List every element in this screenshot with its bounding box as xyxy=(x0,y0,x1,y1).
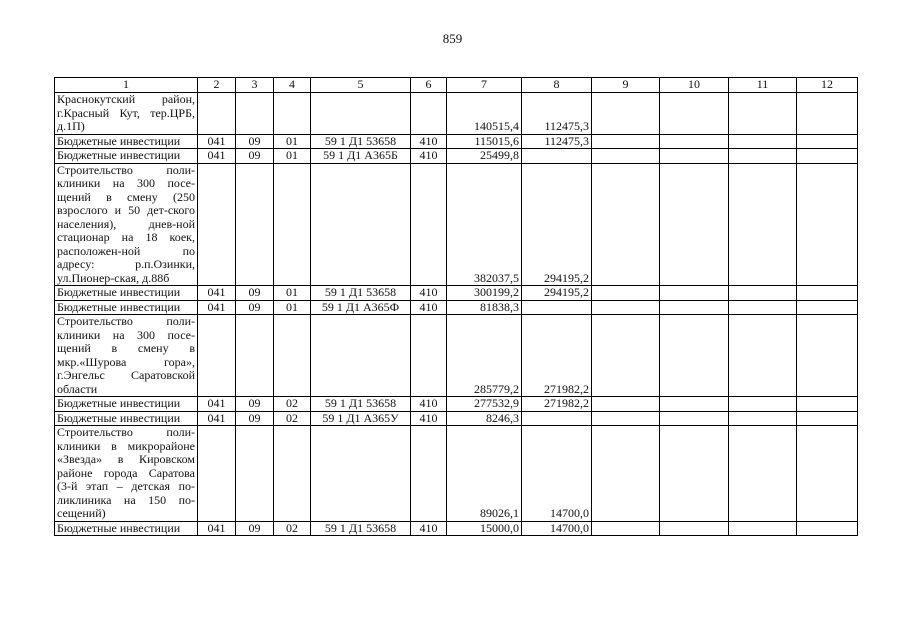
cell-expense-type xyxy=(411,315,447,397)
table-row-investment xyxy=(55,300,858,315)
table-header-row xyxy=(55,78,858,93)
cell-name: Строительство поли-​клиники в микрорайоне «Звезда» в Кировском районе города Саратова (3-​й этап – детская по-​ликлиника на 150 по-​сещений) xyxy=(55,426,198,522)
column-header: 11 xyxy=(729,78,797,93)
cell-col7-amount: 115015,6 xyxy=(447,134,522,149)
cell-subsection: 02 xyxy=(274,411,311,426)
cell-subsection: 02 xyxy=(274,397,311,412)
cell-target-code: 59 1 Д1 53658 xyxy=(311,134,411,149)
cell-subsection xyxy=(274,93,311,135)
table-row-object xyxy=(55,426,858,522)
cell-col8-amount: 271982,2 xyxy=(522,315,592,397)
cell-ministry: 041 xyxy=(198,286,236,301)
cell-target-code xyxy=(311,163,411,286)
cell-target-code: 59 1 Д1 А365Ф xyxy=(311,300,411,315)
cell-name: Строительство поли-​клиники на 300 посе-​щений в смену (250 взрослого и 50 дет-​ского населения), днев-​ной стационар на 18 коек, расположен-​ной по адресу: р.п.Озинки, ул.Пионер-​ская, д.88б xyxy=(55,163,198,286)
cell-col12 xyxy=(797,315,858,397)
table-row-investment xyxy=(55,397,858,412)
cell-col11 xyxy=(729,93,797,135)
cell-target-code: 59 1 Д1 53658 xyxy=(311,286,411,301)
cell-section: 09 xyxy=(236,397,274,412)
cell-target-code: 59 1 Д1 А365Б xyxy=(311,149,411,164)
column-header: 8 xyxy=(522,78,592,93)
cell-expense-type: 410 xyxy=(411,411,447,426)
cell-col12 xyxy=(797,286,858,301)
cell-col11 xyxy=(729,411,797,426)
cell-name: Бюджетные инвестиции xyxy=(55,300,198,315)
cell-col11 xyxy=(729,149,797,164)
cell-col10 xyxy=(660,93,729,135)
cell-subsection: 01 xyxy=(274,286,311,301)
cell-col7-amount: 81838,3 xyxy=(447,300,522,315)
cell-subsection: 01 xyxy=(274,134,311,149)
cell-col9 xyxy=(592,134,660,149)
cell-subsection: 01 xyxy=(274,300,311,315)
cell-col11 xyxy=(729,521,797,536)
column-header: 7 xyxy=(447,78,522,93)
cell-col10 xyxy=(660,426,729,522)
cell-expense-type: 410 xyxy=(411,286,447,301)
cell-col8-amount xyxy=(522,300,592,315)
cell-section: 09 xyxy=(236,134,274,149)
cell-name: Бюджетные инвестиции xyxy=(55,134,198,149)
cell-col8-amount: 294195,2 xyxy=(522,286,592,301)
cell-subsection xyxy=(274,426,311,522)
cell-col12 xyxy=(797,426,858,522)
cell-subsection: 02 xyxy=(274,521,311,536)
cell-col8-amount: 271982,2 xyxy=(522,397,592,412)
cell-expense-type: 410 xyxy=(411,521,447,536)
cell-ministry xyxy=(198,93,236,135)
cell-col7-amount: 300199,2 xyxy=(447,286,522,301)
cell-name: Бюджетные инвестиции xyxy=(55,397,198,412)
column-header: 5 xyxy=(311,78,411,93)
cell-col7-amount: 25499,8 xyxy=(447,149,522,164)
cell-section xyxy=(236,315,274,397)
cell-name: Строительство поли-​клиники на 300 посе-​щений в смену в мкр.«Шурова гора», г.Энгельс Саратовской области xyxy=(55,315,198,397)
cell-col7-amount: 15000,0 xyxy=(447,521,522,536)
cell-ministry xyxy=(198,315,236,397)
cell-col9 xyxy=(592,163,660,286)
table-row-investment xyxy=(55,149,858,164)
cell-col12 xyxy=(797,134,858,149)
cell-target-code: 59 1 Д1 53658 xyxy=(311,397,411,412)
cell-expense-type: 410 xyxy=(411,300,447,315)
table-row-object xyxy=(55,93,858,135)
cell-col12 xyxy=(797,397,858,412)
cell-name: Бюджетные инвестиции xyxy=(55,411,198,426)
budget-table xyxy=(54,77,858,536)
cell-expense-type: 410 xyxy=(411,134,447,149)
cell-col7-amount: 140515,4 xyxy=(447,93,522,135)
cell-col9 xyxy=(592,426,660,522)
cell-col11 xyxy=(729,286,797,301)
cell-col10 xyxy=(660,163,729,286)
table-row-investment xyxy=(55,411,858,426)
table-row-object xyxy=(55,163,858,286)
cell-section: 09 xyxy=(236,521,274,536)
cell-target-code: 59 1 Д1 53658 xyxy=(311,521,411,536)
cell-col9 xyxy=(592,397,660,412)
cell-ministry: 041 xyxy=(198,134,236,149)
cell-expense-type: 410 xyxy=(411,149,447,164)
cell-expense-type: 410 xyxy=(411,397,447,412)
cell-col8-amount: 112475,3 xyxy=(522,134,592,149)
column-header: 12 xyxy=(797,78,858,93)
column-header: 2 xyxy=(198,78,236,93)
cell-col12 xyxy=(797,163,858,286)
cell-col9 xyxy=(592,93,660,135)
cell-name: Краснокутский район, г.Красный Кут, тер.ЦРБ, д.1П) xyxy=(55,93,198,135)
cell-col8-amount: 112475,3 xyxy=(522,93,592,135)
column-header: 1 xyxy=(55,78,198,93)
cell-name: Бюджетные инвестиции xyxy=(55,521,198,536)
cell-col8-amount xyxy=(522,149,592,164)
cell-col9 xyxy=(592,149,660,164)
cell-col7-amount: 382037,5 xyxy=(447,163,522,286)
cell-col12 xyxy=(797,93,858,135)
cell-col11 xyxy=(729,315,797,397)
cell-ministry: 041 xyxy=(198,300,236,315)
cell-ministry: 041 xyxy=(198,521,236,536)
cell-section xyxy=(236,163,274,286)
cell-ministry: 041 xyxy=(198,397,236,412)
cell-col9 xyxy=(592,411,660,426)
table-row-investment xyxy=(55,286,858,301)
cell-expense-type xyxy=(411,163,447,286)
cell-col11 xyxy=(729,426,797,522)
cell-col8-amount xyxy=(522,411,592,426)
table-row-investment xyxy=(55,521,858,536)
cell-subsection: 01 xyxy=(274,149,311,164)
cell-ministry: 041 xyxy=(198,149,236,164)
cell-section xyxy=(236,93,274,135)
cell-col10 xyxy=(660,300,729,315)
cell-col12 xyxy=(797,521,858,536)
cell-col11 xyxy=(729,300,797,315)
cell-col7-amount: 8246,3 xyxy=(447,411,522,426)
cell-col8-amount: 14700,0 xyxy=(522,426,592,522)
cell-target-code xyxy=(311,315,411,397)
cell-ministry: 041 xyxy=(198,411,236,426)
cell-col11 xyxy=(729,134,797,149)
column-header: 9 xyxy=(592,78,660,93)
cell-ministry xyxy=(198,163,236,286)
cell-section: 09 xyxy=(236,286,274,301)
column-header: 4 xyxy=(274,78,311,93)
cell-section xyxy=(236,426,274,522)
cell-col9 xyxy=(592,286,660,301)
cell-expense-type xyxy=(411,93,447,135)
cell-col12 xyxy=(797,149,858,164)
cell-target-code: 59 1 Д1 А365У xyxy=(311,411,411,426)
column-header: 10 xyxy=(660,78,729,93)
cell-target-code xyxy=(311,93,411,135)
column-header: 3 xyxy=(236,78,274,93)
cell-section: 09 xyxy=(236,149,274,164)
table-body xyxy=(55,78,858,536)
page-number: 859 xyxy=(442,31,463,46)
cell-col10 xyxy=(660,315,729,397)
cell-col10 xyxy=(660,397,729,412)
cell-col12 xyxy=(797,300,858,315)
cell-col10 xyxy=(660,134,729,149)
cell-col8-amount: 294195,2 xyxy=(522,163,592,286)
cell-col7-amount: 89026,1 xyxy=(447,426,522,522)
cell-col10 xyxy=(660,411,729,426)
cell-ministry xyxy=(198,426,236,522)
cell-col8-amount: 14700,0 xyxy=(522,521,592,536)
cell-col10 xyxy=(660,521,729,536)
cell-col9 xyxy=(592,315,660,397)
table-row-object xyxy=(55,315,858,397)
cell-col9 xyxy=(592,521,660,536)
cell-target-code xyxy=(311,426,411,522)
table-row-investment xyxy=(55,134,858,149)
cell-col9 xyxy=(592,300,660,315)
cell-col10 xyxy=(660,149,729,164)
cell-section: 09 xyxy=(236,411,274,426)
cell-subsection xyxy=(274,315,311,397)
cell-section: 09 xyxy=(236,300,274,315)
cell-col10 xyxy=(660,286,729,301)
cell-name: Бюджетные инвестиции xyxy=(55,286,198,301)
cell-col7-amount: 277532,9 xyxy=(447,397,522,412)
cell-col11 xyxy=(729,163,797,286)
cell-expense-type xyxy=(411,426,447,522)
cell-col11 xyxy=(729,397,797,412)
cell-col7-amount: 285779,2 xyxy=(447,315,522,397)
cell-subsection xyxy=(274,163,311,286)
cell-name: Бюджетные инвестиции xyxy=(55,149,198,164)
cell-col12 xyxy=(797,411,858,426)
column-header: 6 xyxy=(411,78,447,93)
